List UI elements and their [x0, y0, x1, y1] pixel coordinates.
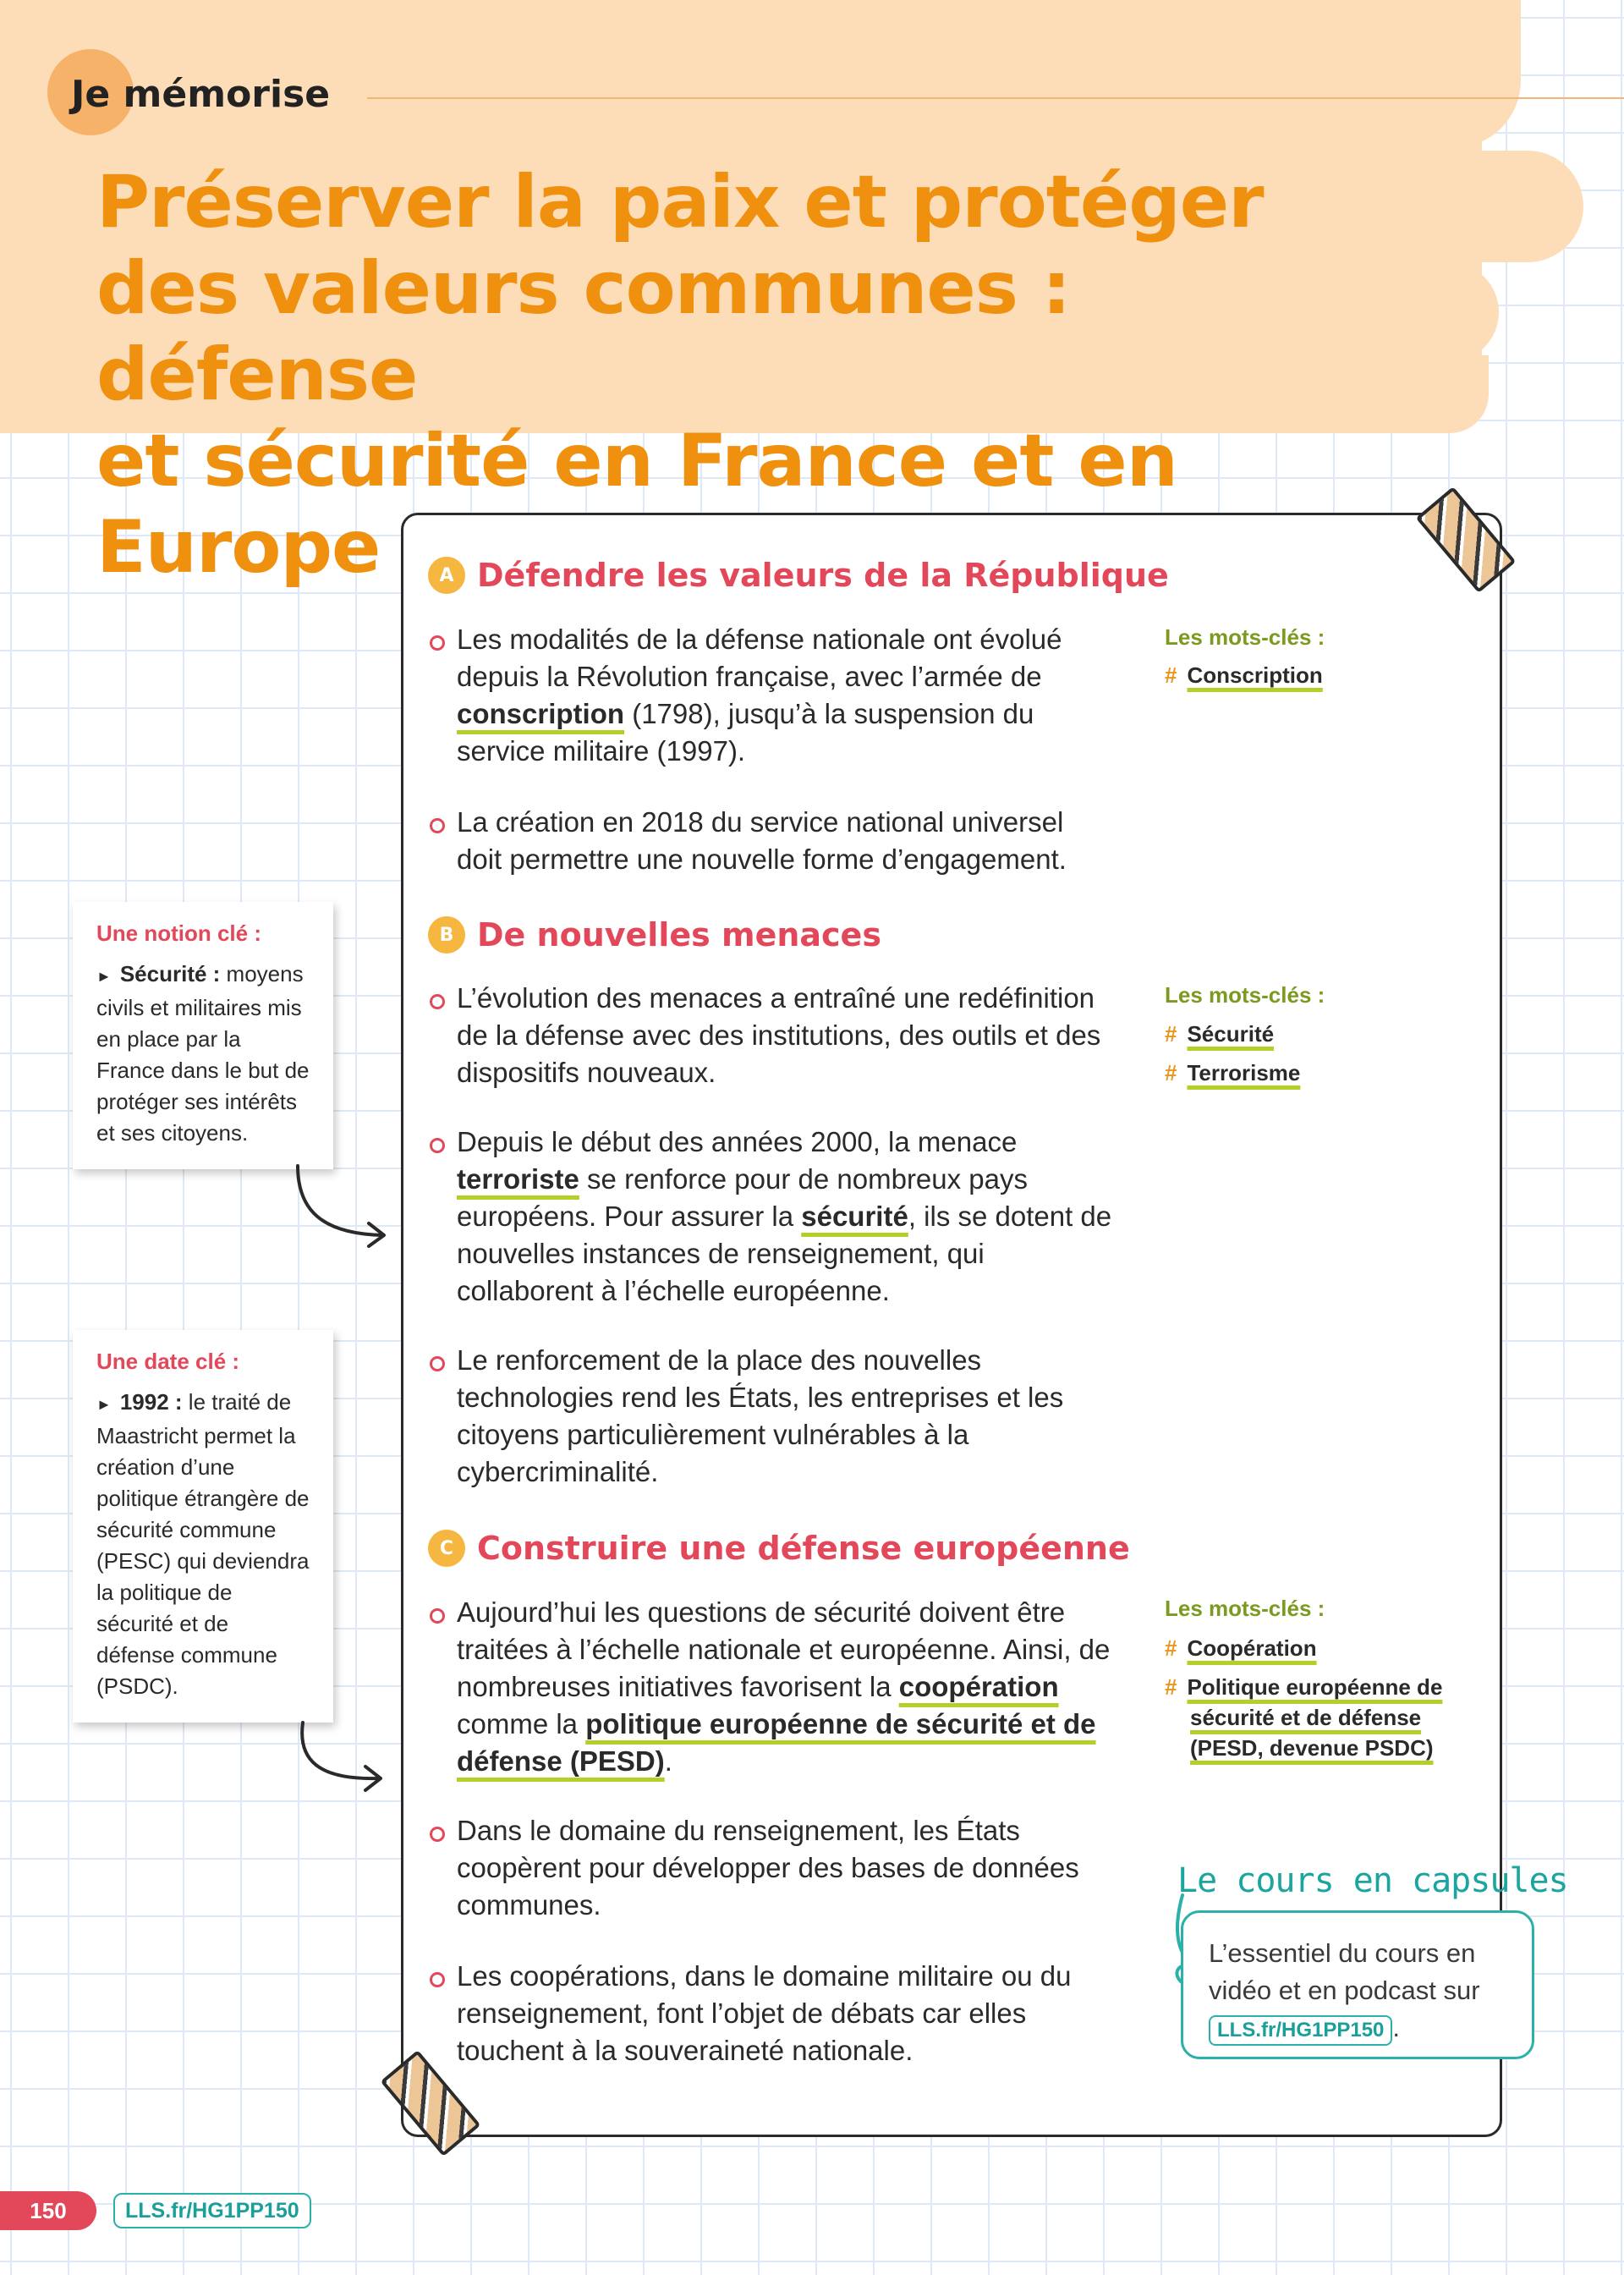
bullet-paragraph: Les modalités de la défense nationale ont évolué depuis la Révolution française, avec l’armée de conscription (1798), jusqu’à la suspension du service militaire (1997).: [455, 621, 1115, 770]
section-heading: Défendre les valeurs de la République: [477, 557, 1169, 594]
capsule-title: Le cours en capsules: [1177, 1861, 1568, 1900]
mots-cles-title: Les mots-clés :: [1165, 1596, 1325, 1621]
keyword-link[interactable]: terroriste: [457, 1163, 579, 1195]
section-heading: Construire une défense européenne: [477, 1530, 1130, 1567]
capsule-box: L’essentiel du cours en vidéo et en podcast sur LLS.fr/HG1PP150 .: [1181, 1910, 1534, 2059]
title-line: des valeurs communes : défense: [96, 246, 1071, 417]
triangle-bullet-icon: ►: [96, 1396, 112, 1413]
mot-cle[interactable]: # Conscription: [1165, 662, 1323, 688]
header-cloud-bump: [1320, 151, 1583, 262]
mot-cle[interactable]: # Politique européenne de sécurité et de défense (PESD, devenue PSDC): [1165, 1674, 1443, 1761]
section-badge: A: [428, 557, 465, 594]
section-title-c: [428, 1530, 1130, 1567]
title-line: Préserver la paix et protéger: [96, 160, 1264, 245]
footer-link[interactable]: LLS.fr/HG1PP150: [113, 2193, 311, 2228]
header-cloud-bump: [1320, 262, 1499, 362]
mot-cle[interactable]: # Coopération: [1165, 1635, 1317, 1661]
date-cle-box: [73, 1330, 333, 1723]
bullet-paragraph: Depuis le début des années 2000, la menace terroriste se renforce pour de nombreux pays européens. Pour assurer la sécurité, ils se dotent de nouvelles instances de renseignement, qui collaborent à l’échelle européenne.: [455, 1124, 1115, 1310]
notion-cle-box: [73, 902, 333, 1169]
title-line: et sécurité en France et en Europe: [96, 419, 1177, 590]
keyword-link[interactable]: politique européenne de sécurité et de défense (PESD): [457, 1708, 1096, 1777]
mot-cle[interactable]: # Sécurité: [1165, 1021, 1275, 1047]
bullet-paragraph: Le renforcement de la place des nouvelles technologies rend les États, les entreprises et les citoyens particulièrement vulnérables à la cybercriminalité.: [455, 1342, 1115, 1491]
triangle-bullet-icon: ►: [96, 968, 112, 985]
section-badge: B: [428, 916, 465, 953]
page-number: 150: [0, 2191, 96, 2230]
capsule-link[interactable]: LLS.fr/HG1PP150: [1209, 2015, 1392, 2046]
kicker-rule: [367, 97, 1624, 99]
mots-cles-title: Les mots-clés :: [1165, 982, 1325, 1008]
header-cloud-bump: [1320, 355, 1489, 433]
capsule-text: L’essentiel du cours en vidéo et en podcast sur: [1209, 1938, 1480, 2005]
date-title: Une date clé :: [96, 1349, 240, 1374]
curved-arrow-icon: [293, 1717, 394, 1802]
mot-cle[interactable]: # Terrorisme: [1165, 1060, 1301, 1085]
bullet-paragraph: Dans le domaine du renseignement, les États coopèrent pour développer des bases de données communes.: [455, 1812, 1115, 1924]
date-body: ► 1992 : le traité de Maastricht permet la création d’une politique étrangère de sécurité commune (PESC) qui deviendra la politique de sécurité et de défense commune (PSDC).: [96, 1389, 310, 1699]
section-title-b: [428, 916, 881, 953]
bullet-paragraph: Les coopérations, dans le domaine militaire ou du renseignement, font l’objet de débats car elles touchent à la souveraineté nationale.: [455, 1958, 1115, 2069]
header-cloud-bump: [1353, 0, 1521, 148]
notion-title: Une notion clé :: [96, 920, 261, 946]
keyword-link[interactable]: sécurité: [801, 1201, 908, 1232]
section-badge: C: [428, 1530, 465, 1567]
hash-icon: #: [1165, 1060, 1177, 1085]
curved-arrow-icon: [288, 1159, 398, 1252]
mots-cles-title: Les mots-clés :: [1165, 624, 1325, 650]
bullet-paragraph: L’évolution des menaces a entraîné une redéfinition de la défense avec des institutions, des outils et des dispositifs nouveaux.: [455, 980, 1115, 1091]
section-title-a: [428, 557, 1169, 594]
keyword-link[interactable]: coopération: [898, 1671, 1059, 1702]
hash-icon: #: [1165, 662, 1177, 688]
bullet-paragraph: La création en 2018 du service national universel doit permettre une nouvelle forme d’engagement.: [455, 804, 1115, 878]
kicker-label: Je mémorise: [71, 73, 331, 116]
bullet-paragraph: Aujourd’hui les questions de sécurité doivent être traitées à l’échelle nationale et européenne. Ainsi, de nombreuses initiatives favorisent la coopération comme la politique européenne de sécurité et de défense (PESD).: [455, 1594, 1115, 1780]
hash-icon: #: [1165, 1021, 1177, 1047]
section-heading: De nouvelles menaces: [477, 916, 881, 953]
notion-body: ► Sécurité : moyens civils et militaires mis en place par la France dans le but de protéger ses intérêts et ses citoyens.: [96, 961, 310, 1146]
keyword-link[interactable]: conscription: [457, 698, 625, 729]
hash-icon: #: [1165, 1635, 1177, 1661]
hash-icon: #: [1165, 1674, 1177, 1700]
